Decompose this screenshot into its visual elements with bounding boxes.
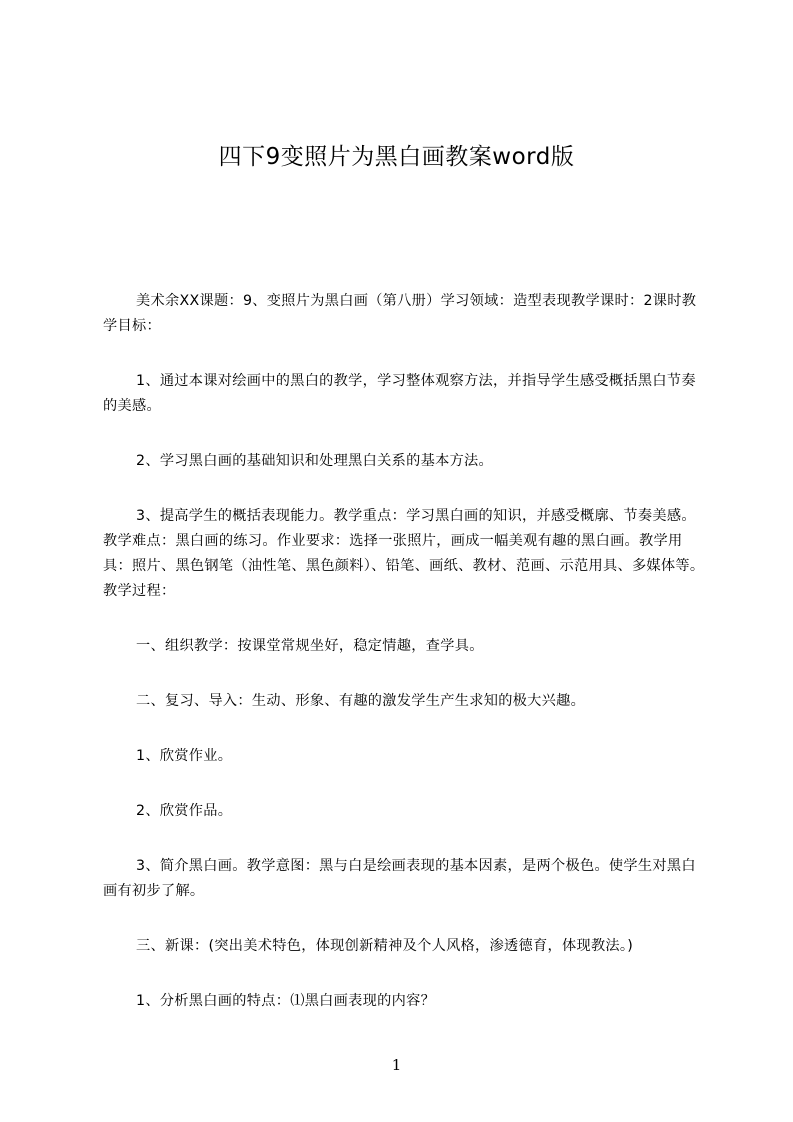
paragraph-intro-bw: 3、简介黑白画。教学意图：黑与白是绘画表现的基本因素，是两个极色。使学生对黑白画有初步了解。 [103,858,696,899]
page-number: 1 [391,1056,402,1074]
document-title: 四下9变照片为黑白画教案word版 [218,144,575,170]
paragraph-appreciate-works: 2、欣赏作品。 [136,803,233,819]
document-body [103,289,707,1014]
paragraph-appreciate-homework: 1、欣赏作业。 [136,748,233,764]
paragraph-analyze: 1、分析黑白画的特点：⑴黑白画表现的内容？ [136,993,436,1009]
paragraph-objective-1: 1、通过本课对绘画中的黑白的教学，学习整体观察方法，并指导学生感受概括黑白节奏的美感。 [103,373,696,414]
paragraph-new-lesson: 三、新课：(突出美术特色，体现创新精神及个人风格，渗透德育，体现教法。) [136,938,634,954]
paragraph-objective-2: 2、学习黑白画的基础知识和处理黑白关系的基本方法。 [136,453,494,469]
paragraph-course-info: 美术余XX课题：9、变照片为黑白画（第八册）学习领域：造型表现教学课时：2课时教学目标： [103,293,697,334]
paragraph-objective-3: 3、提高学生的概括表现能力。教学重点：学习黑白画的知识，并感受概廓、节奏美感。教学难点：黑白画的练习。作业要求：选择一张照片，画成一幅美观有趣的黑白画。教学用具：照片、黑色钢笔（油性笔、黑色颜料）、铅笔、画纸、教材、范画、示范用具、多媒体等。教学过程： [103,508,705,599]
paragraph-step-review: 二、复习、导入：生动、形象、有趣的激发学生产生求知的极大兴趣。 [136,693,586,709]
paragraph-step-organize: 一、组织教学：按课堂常规坐好，稳定情趣，查学具。 [136,638,484,654]
